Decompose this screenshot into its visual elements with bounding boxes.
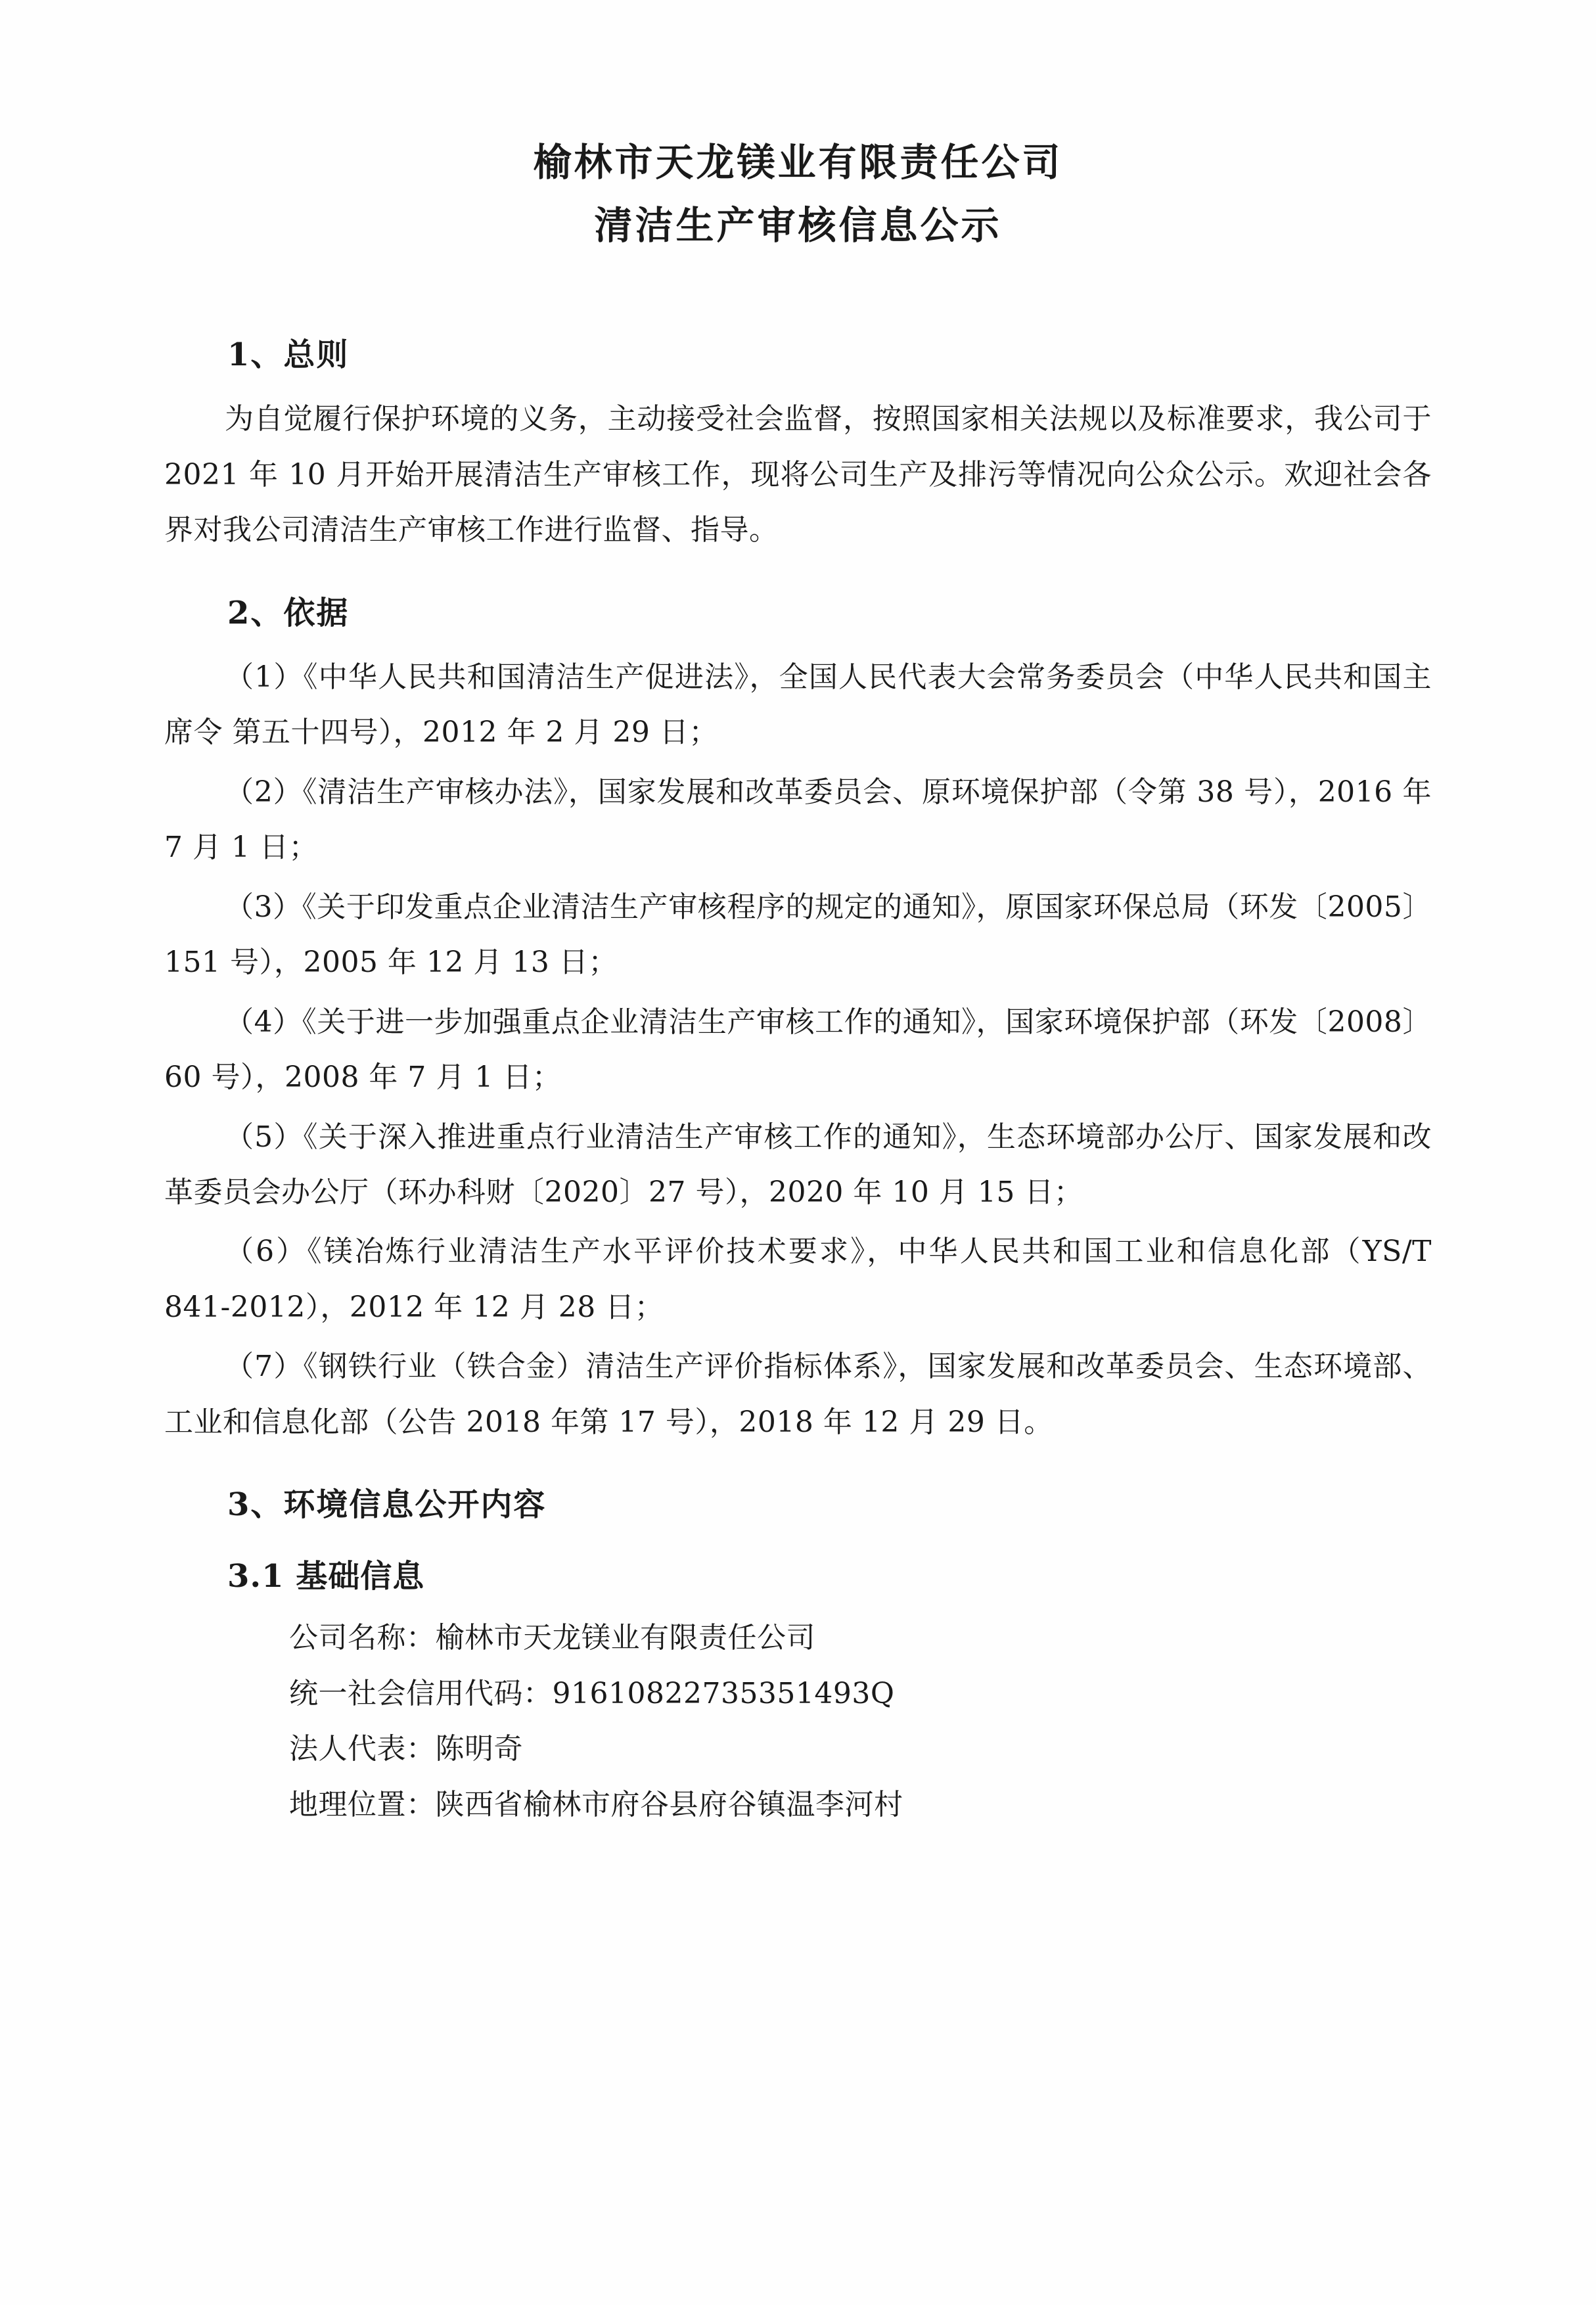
basis-item: （4）《关于进一步加强重点企业清洁生产审核工作的通知》，国家环境保护部（环发〔2008〕60 号），2008 年 7 月 1 日； bbox=[164, 1005, 1432, 1095]
basis-item: （1）《中华人民共和国清洁生产促进法》，全国人民代表大会常务委员会（中华人民共和国主席令 第五十四号），2012 年 2 月 29 日； bbox=[164, 660, 1432, 750]
section-paragraph-general-principles: 为自觉履行保护环境的义务，主动接受社会监督，按照国家相关法规以及标准要求，我公司于 2021 年 10 月开始开展清洁生产审核工作，现将公司生产及排污等情况向公众公示。欢迎社会各界对我公司清洁生产审核工作进行监督、指导。 bbox=[164, 402, 1432, 547]
list-item: 统一社会信用代码：91610822735351493Q bbox=[289, 1676, 895, 1710]
basis-item: （3）《关于印发重点企业清洁生产审核程序的规定的通知》，原国家环保总局（环发〔2005〕151 号），2005 年 12 月 13 日； bbox=[164, 890, 1432, 980]
section-heading-basis: 2、依据 bbox=[227, 594, 350, 631]
section-heading-environmental-disclosure: 3、环境信息公开内容 bbox=[227, 1486, 547, 1524]
basis-item: （5）《关于深入推进重点行业清洁生产审核工作的通知》，生态环境部办公厅、国家发展和改革委员会办公厅（环办科财〔2020〕27 号），2020 年 10 月 15 日； bbox=[164, 1120, 1432, 1209]
list-item: 地理位置：陕西省榆林市府谷县府谷镇温李河村 bbox=[289, 1787, 903, 1821]
section-heading-general-principles: 1、总则 bbox=[227, 336, 350, 374]
subsection-heading-basic-info: 3.1 基础信息 bbox=[227, 1558, 425, 1595]
basis-item: （6）《镁冶炼行业清洁生产水平评价技术要求》，中华人民共和国工业和信息化部（YS/T 841-2012），2012 年 12 月 28 日； bbox=[164, 1235, 1432, 1324]
basic-info-list bbox=[164, 1610, 1432, 1833]
document-title-block bbox=[164, 131, 1432, 257]
list-item: 公司名称：榆林市天龙镁业有限责任公司 bbox=[289, 1621, 815, 1655]
page-title-line1: 榆林市天龙镁业有限责任公司 bbox=[533, 140, 1063, 185]
page-title-line2: 清洁生产审核信息公示 bbox=[594, 202, 1002, 248]
list-item: 法人代表：陈明奇 bbox=[289, 1732, 523, 1766]
basis-item: （7）《钢铁行业（铁合金）清洁生产评价指标体系》，国家发展和改革委员会、生态环境部、工业和信息化部（公告 2018 年第 17 号），2018 年 12 月 29 日。 bbox=[164, 1350, 1432, 1439]
basis-item: （2）《清洁生产审核办法》，国家发展和改革委员会、原环境保护部（令第 38 号），2016 年 7 月 1 日； bbox=[164, 775, 1432, 865]
